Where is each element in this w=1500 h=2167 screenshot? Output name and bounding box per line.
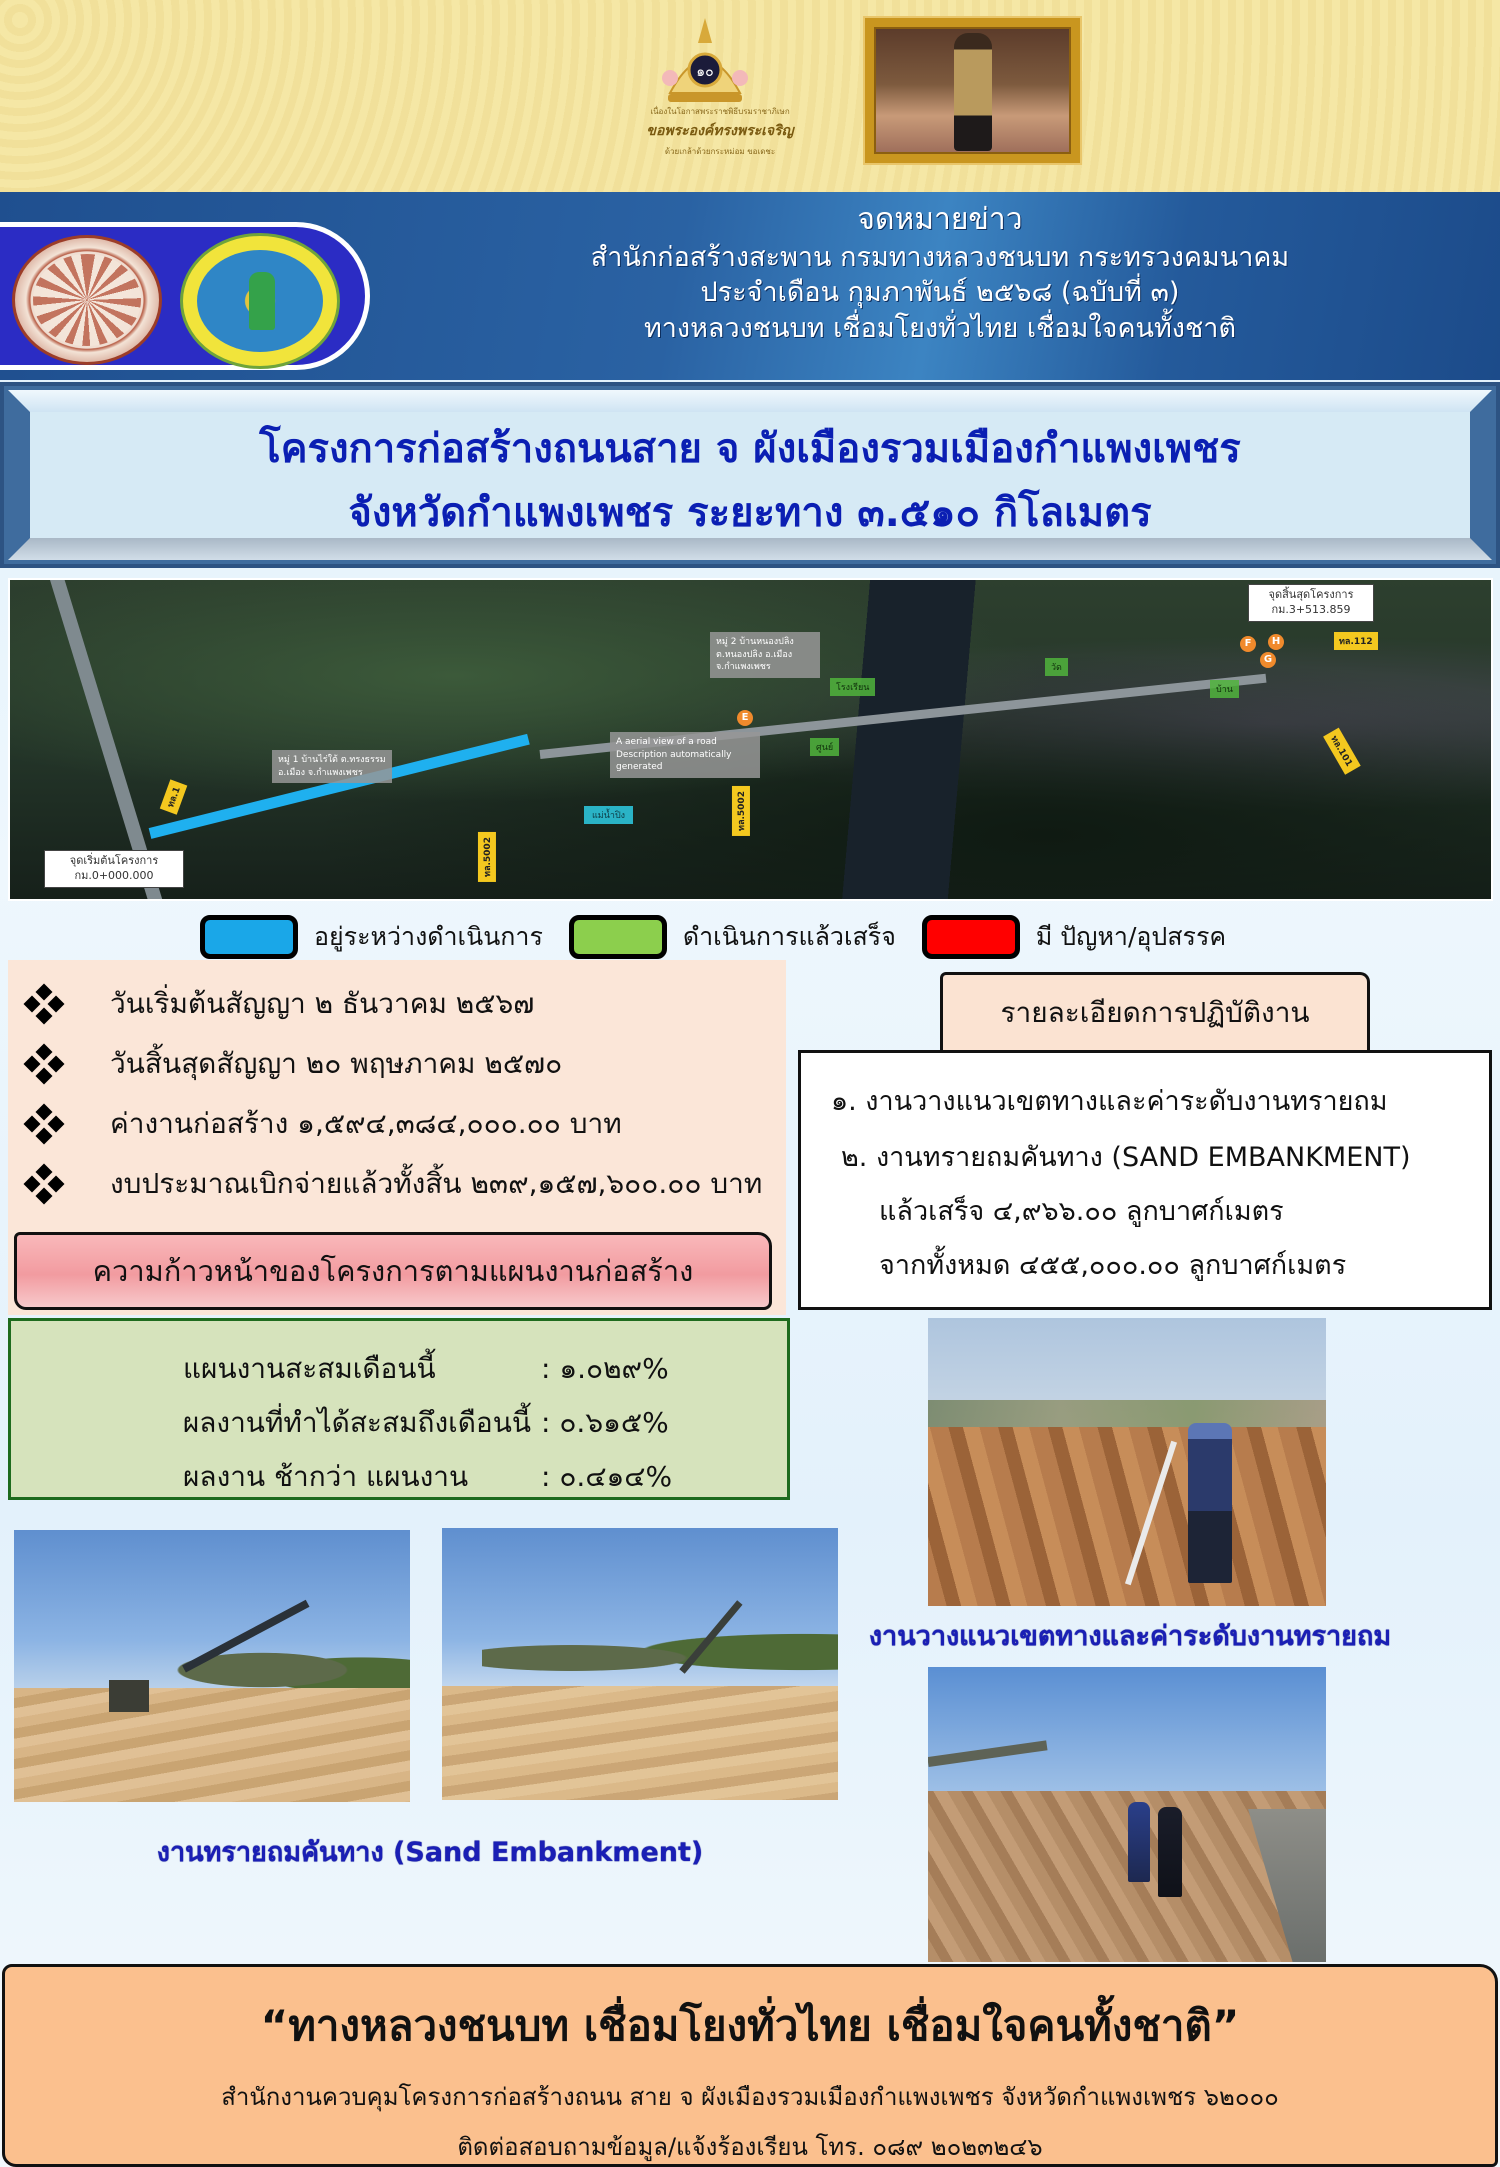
royal-caption-line3: ด้วยเกล้าด้วยกระหม่อม ขอเดชะ: [664, 147, 776, 156]
legend-item-in-progress: อยู่ระหว่างดำเนินการ: [200, 915, 543, 959]
header-text: [380, 200, 1500, 346]
header-motto: ทางหลวงชนบท เชื่อมโยงทั่วไทย เชื่อมใจคนทั้งชาติ: [643, 312, 1237, 344]
stat-behind: ผลงาน ช้ากว่า แผนงาน : ๐.๔๑๔%: [183, 1460, 673, 1493]
newsletter-title: จดหมายข่าว: [857, 202, 1023, 237]
map-place-tag: โรงเรียน: [830, 678, 875, 696]
village-2-label: หมู่ 2 บ้านหนองปลิง ต.หนองปลิง อ.เมือง จ.กำแพงเพชร: [710, 632, 820, 678]
issue-line: ประจำเดือน กุมภาพันธ์ ๒๕๖๘ (ฉบับที่ ๓): [700, 277, 1180, 309]
work-details-tab: [940, 972, 1370, 1050]
detail-line-4: จากทั้งหมด ๔๕๕,๐๐๐.๐๐ ลูกบาศก์เมตร: [879, 1250, 1347, 1281]
newsletter-header: [0, 192, 1500, 380]
start-point-label: จุดเริ่มต้นโครงการ กม.0+000.000: [44, 850, 184, 888]
sand-embankment-photo-1: [14, 1530, 410, 1802]
royal-emblem-icon: [650, 18, 760, 108]
detail-line-3: แล้วเสร็จ ๔,๙๖๖.๐๐ ลูกบาศก์เมตร: [879, 1196, 1284, 1227]
footer-banner: [2, 1964, 1498, 2167]
map-point-h: H: [1268, 634, 1284, 650]
project-title-line1: โครงการก่อสร้างถนนสาย จ ผังเมืองรวมเมืองกำแพงเพชร: [259, 426, 1241, 472]
royal-caption-line1: เนื่องในโอกาสพระราชพิธีบรมราชาภิเษก: [650, 107, 790, 116]
progress-heading: ความก้าวหน้าของโครงการตามแผนงานก่อสร้าง: [92, 1254, 694, 1288]
agency-name: สำนักก่อสร้างสะพาน กรมทางหลวงชนบท กระทรวงคมนาคม: [590, 241, 1290, 273]
legend-swatch-green: [569, 915, 667, 959]
map-point-e: E: [737, 710, 753, 726]
info-disbursed-budget: งบประมาณเบิกจ่ายแล้วทั้งสิ้น ๒๓๙,๑๕๗,๖๐๐.๐๐ บาท: [24, 1162, 762, 1206]
royal-banner: [0, 0, 1500, 192]
logo-panel: [0, 222, 370, 370]
ministry-seal-icon: [12, 235, 162, 365]
map-place-tag: ศูนย์: [810, 738, 839, 756]
sand-embankment-photo-2: [442, 1528, 838, 1800]
royal-caption-line2: ขอพระองค์ทรงพระเจริญ: [646, 123, 794, 139]
info-construction-cost: ค่างานก่อสร้าง ๑,๕๙๔,๓๘๔,๐๐๐.๐๐ บาท: [24, 1102, 622, 1146]
road-tag-2: ทล.5002: [478, 832, 496, 882]
portrait-figure: [954, 33, 992, 151]
map-legend: [200, 912, 1320, 962]
map-place-tag: บ้าน: [1210, 680, 1239, 698]
sand-embankment-caption: งานทรายถมคันทาง (Sand Embankment): [156, 1837, 704, 1868]
footer-contact: ติดต่อสอบถามข้อมูล/แจ้งร้องเรียน โทร. ๐๘๙ ๒๐๒๓๒๔๖: [457, 2133, 1043, 2161]
department-of-rural-roads-seal-icon: [180, 233, 340, 369]
survey-photo: [928, 1318, 1326, 1606]
road-tag-3: ทล.5002: [732, 786, 750, 836]
diamond-bullet-icon: [24, 1044, 64, 1084]
map-alt-text: A aerial view of a road Description automatically generated: [610, 732, 760, 778]
info-start-date: วันเริ่มต้นสัญญา ๒ ธันวาคม ๒๕๖๗: [24, 982, 534, 1026]
diamond-bullet-icon: [24, 1164, 64, 1204]
road-tag-1: ทล.1: [160, 779, 188, 814]
road-tag-4: ทล.112: [1334, 632, 1378, 650]
detail-line-1: ๑. งานวางแนวเขตทางและค่าระดับงานทรายถม: [831, 1086, 1388, 1117]
road-tag-5: ทล.101: [1323, 728, 1360, 775]
legend-swatch-red: [922, 915, 1020, 959]
diamond-bullet-icon: [24, 984, 64, 1024]
project-title-frame: [0, 382, 1500, 568]
end-point-label: จุดสิ้นสุดโครงการ กม.3+513.859: [1248, 584, 1374, 622]
legend-item-completed: ดำเนินการแล้วเสร็จ: [569, 915, 896, 959]
legend-item-problem: มี ปัญหา/อุปสรรค: [922, 915, 1226, 959]
progress-stats-box: [8, 1318, 790, 1500]
gps-survey-photo: [928, 1667, 1326, 1962]
detail-line-2: ๒. งานทรายถมคันทาง (SAND EMBANKMENT): [841, 1142, 1411, 1173]
project-title-line2: จังหวัดกำแพงเพชร ระยะทาง ๓.๕๑๐ กิโลเมตร: [348, 490, 1152, 536]
info-end-date: วันสิ้นสุดสัญญา ๒๐ พฤษภาคม ๒๕๗๐: [24, 1042, 562, 1086]
river-label: แม่น้ำปิง: [584, 806, 633, 824]
svg-text:๑๐: ๑๐: [696, 64, 714, 80]
map-point-g: G: [1260, 652, 1276, 668]
project-aerial-map: [8, 578, 1493, 901]
work-details-heading: รายละเอียดการปฏิบัติงาน: [1000, 995, 1310, 1029]
diamond-bullet-icon: [24, 1104, 64, 1144]
work-details-box: [798, 1050, 1492, 1310]
legend-swatch-blue: [200, 915, 298, 959]
stat-planned: แผนงานสะสมเดือนนี้ : ๑.๐๒๙%: [183, 1352, 669, 1385]
footer-slogan: “ทางหลวงชนบท เชื่อมโยงทั่วไทย เชื่อมใจคนทั้งชาติ”: [260, 2001, 1240, 2050]
village-1-label: หมู่ 1 บ้านไร่ใต้ ต.ทรงธรรม อ.เมือง จ.กำแพงเพชร: [272, 750, 392, 783]
stat-actual: ผลงานที่ทำได้สะสมถึงเดือนนี้ : ๐.๖๑๕%: [182, 1406, 669, 1439]
map-place-tag: วัด: [1045, 658, 1068, 676]
progress-heading-banner: [14, 1232, 772, 1310]
royal-caption: [600, 105, 840, 158]
survey-photo-caption: งานวางแนวเขตทางและค่าระดับงานทรายถม: [868, 1621, 1392, 1652]
royal-portrait-image: [865, 18, 1080, 163]
footer-office: สำนักงานควบคุมโครงการก่อสร้างถนน สาย จ ผังเมืองรวมเมืองกำแพงเพชร จังหวัดกำแพงเพชร ๖๒๐๐๐: [221, 2083, 1279, 2111]
map-point-f: F: [1240, 636, 1256, 652]
